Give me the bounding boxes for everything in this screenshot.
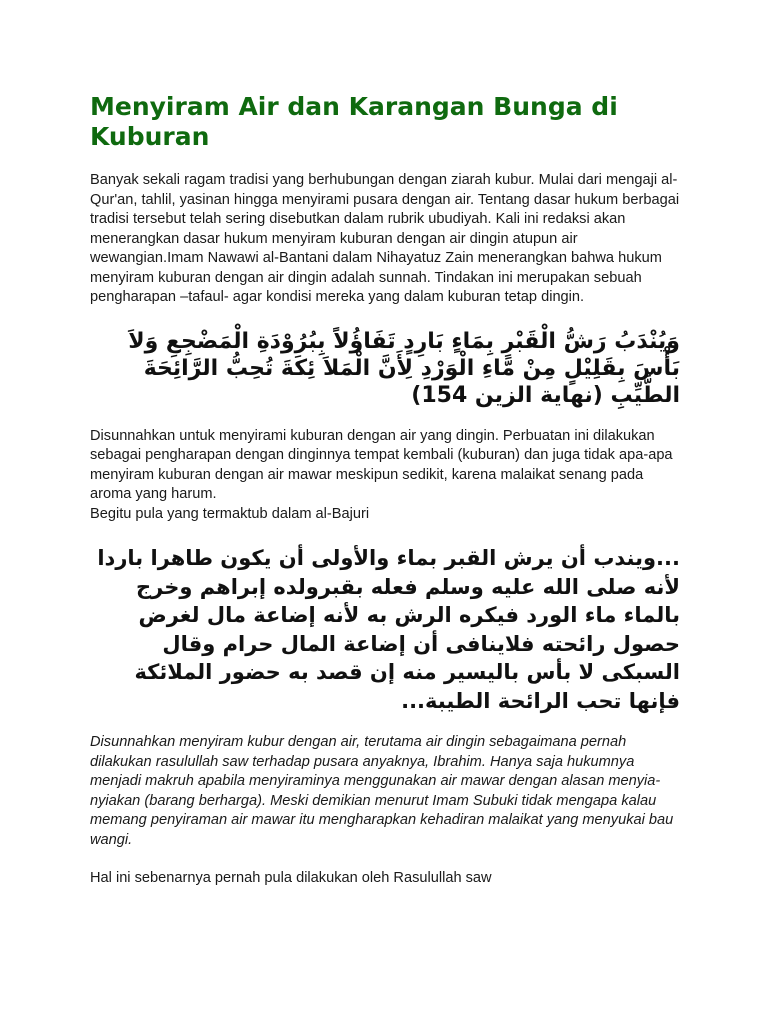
source-intro-paragraph: Begitu pula yang termaktub dalam al-Bajuri: [90, 505, 370, 522]
arabic-quote-al-bajuri: ...ويندب أن يرش القبر بماء والأولى أن يكون طاهرا باردا لأنه صلى الله عليه وسلم فعله بقبرولده إبراهم وخرج بالماء ماء الورد فيكره الرش به لأنه إضاعة مال لغرض حصول رائحته فلاينافى أن إضاعة المال حرام وقال السبكى لا بأس باليسير منه إن قصد به حضور الملائكة فإنها تحب الرائحة الطيبة...: [97, 546, 680, 713]
translation-paragraph-1: Disunnahkan untuk menyirami kuburan dengan air yang dingin. Perbuatan ini dilakukan sebagai pengharapan dengan dinginnya tempat kembali (kuburan) dan juga tidak apa-apa menyiram kuburan dengan air mawar meskipun sedikit, karena malaikat senang pada aroma yang harum.: [90, 427, 673, 502]
arabic-quote-nihayatuz-zain: وَيُنْدَبُ رَشُّ الْقَبْرِ بِمَاءٍ بَارِدٍ تَفَاؤُلاً بِبُرُوْدَةِ الْمَضْجِعِ وَلاَ بَأْسَ بِقَلِيْلٍ مِنْ مَّاءِ الْوَرْدِ لِأَنَّ الْمَلاَ ئِكَةَ تُحِبُّ الرَّائِحَةَ الطَّيِّبِ (نهاية الزين 154): [128, 328, 680, 408]
article-title: Menyiram Air dan Karangan Bunga di Kuburan: [90, 92, 618, 151]
closing-paragraph: Hal ini sebenarnya pernah pula dilakukan oleh Rasulullah saw: [90, 870, 492, 886]
intro-paragraph: Banyak sekali ragam tradisi yang berhubungan dengan ziarah kubur. Mulai dari mengaji al-Qur'an, tahlil, yasinan hingga menyirami pusara dengan air. Tentang dasar hukum berbagai tradisi tersebut telah sering disebutkan dalam rubrik ubudiyah. Kali ini redaksi akan menerangkan dasar hukum menyiram kuburan dengan air dingin atupun air wewangian.Imam Nawawi al-Bantani dalam Nihayatuz Zain menerangkan bahwa hukum menyiram kuburan dengan air dingin adalah sunnah. Tindakan ini merupakan sebuah pengharapan –tafaul- agar kondisi mereka yang dalam kuburan tetap dingin.: [90, 172, 680, 305]
translation-paragraph-2: Disunnahkan menyiram kubur dengan air, terutama air dingin sebagaimana pernah dilakukan rasulullah saw terhadap pusara anyaknya, Ibrahim. Hanya saja hukumnya menjadi makruh apabila menyiraminya menggunakan air mawar dengan alasan menyia-nyiakan (barang berharga). Meski demikian menurut Imam Subuki tidak mengapa kalau memang penyiraman air mawar itu mengharapkan kehadiran malaikat yang menyukai bau wangi.: [90, 734, 674, 848]
article-page: [90, 92, 680, 889]
